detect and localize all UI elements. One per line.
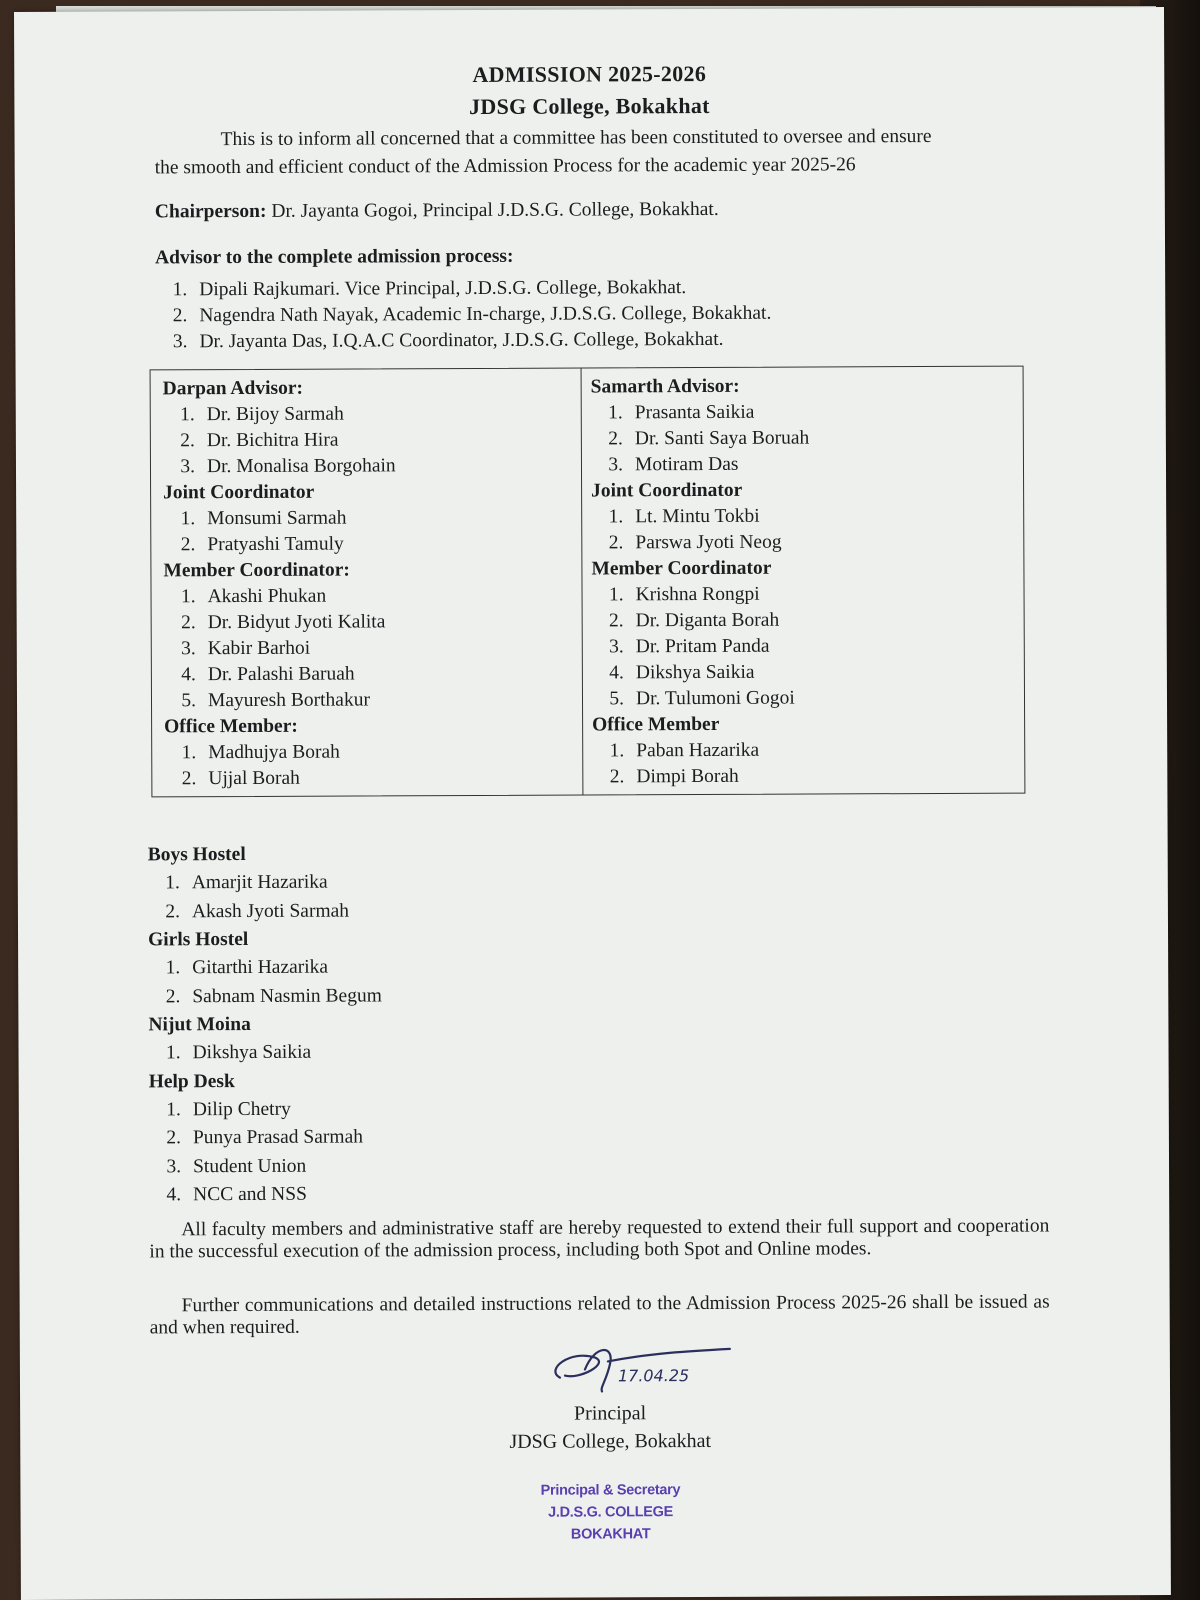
- signature-scribble: [540, 1339, 740, 1400]
- list-item: 1. Krishna Rongpi: [608, 583, 760, 606]
- list-item: 1. Monsumi Sarmah: [180, 507, 347, 530]
- list-item: 1. Gitarthi Hazarika: [165, 956, 329, 979]
- darpan-advisor-heading: Darpan Advisor:: [162, 377, 304, 400]
- lower-sections: [148, 840, 383, 1210]
- table-divider: [581, 369, 584, 795]
- list-item: 3. Dr. Jayanta Das, I.Q.A.C Coordinator, J.D.S.G. College, Bokakhat.: [172, 328, 724, 353]
- list-item: 2. Dr. Bichitra Hira: [180, 429, 339, 452]
- office-member-heading-right: Office Member: [592, 713, 720, 736]
- joint-coordinator-list-right: [591, 504, 810, 557]
- list-item: 1. Dikshya Saikia: [165, 1041, 312, 1064]
- list-item: 1. Amarjit Hazarika: [165, 871, 328, 894]
- member-coordinator-list-left: [163, 583, 396, 714]
- list-item: 3. Dr. Pritam Panda: [609, 635, 770, 658]
- committee-table: [150, 366, 1026, 798]
- signatory-block: [490, 1399, 730, 1456]
- office-member-list-left: [164, 739, 397, 792]
- college-name-heading: JDSG College, Bokakhat: [469, 92, 710, 120]
- joint-coordinator-heading-right: Joint Coordinator: [591, 479, 743, 502]
- stamp-line-3: BOKAKHAT: [570, 1526, 651, 1543]
- signature-date: 17.04.25: [617, 1366, 690, 1386]
- joint-coordinator-list-left: [163, 505, 396, 558]
- list-item: 5. Dr. Tulumoni Gogoi: [609, 687, 795, 710]
- list-item: 3. Motiram Das: [608, 453, 739, 476]
- help-desk-list: [149, 1095, 383, 1210]
- list-item: 3. Kabir Barhoi: [181, 637, 311, 660]
- table-left-column: [163, 375, 397, 792]
- list-item: 1. Akashi Phukan: [180, 585, 327, 608]
- joint-coordinator-heading-left: Joint Coordinator: [163, 481, 315, 504]
- list-item: 1. Madhujya Borah: [181, 741, 340, 764]
- list-item: 3. Dr. Monalisa Borgohain: [180, 455, 396, 478]
- list-item: 3. Student Union: [166, 1155, 307, 1177]
- chairperson-value: Dr. Jayanta Gogoi, Principal J.D.S.G. College, Bokakhat.: [271, 198, 719, 222]
- list-item: 4. Dr. Palashi Baruah: [181, 663, 355, 686]
- stamp-line-1: Principal & Secretary: [540, 1482, 681, 1499]
- list-item: 2. Dimpi Borah: [609, 765, 739, 788]
- girls-hostel-list: [148, 953, 382, 1011]
- list-item: 2. Dr. Bidyut Jyoti Kalita: [180, 611, 386, 634]
- document-page: [14, 7, 1171, 1600]
- list-item: 2. Nagendra Nath Nayak, Academic In-charge, J.D.S.G. College, Bokakhat.: [172, 302, 772, 327]
- list-item: 1. Dipali Rajkumari. Vice Principal, J.D.S.G. College, Bokakhat.: [172, 277, 687, 301]
- list-item: 2. Dr. Diganta Borah: [608, 609, 780, 632]
- closing-paragraph-2: Further communications and detailed instructions related to the Admission Process 2025-26 shall be issued as and when required.: [149, 1291, 1050, 1339]
- document-title: ADMISSION 2025-2026: [472, 60, 707, 88]
- boys-hostel-list: [148, 868, 382, 926]
- list-item: 2. Sabnam Nasmin Begum: [165, 984, 382, 1007]
- list-item: 5. Mayuresh Borthakur: [181, 689, 370, 712]
- samarth-advisor-list: [591, 400, 810, 479]
- signature: [540, 1339, 740, 1405]
- list-item: 2. Pratyashi Tamuly: [180, 533, 344, 556]
- intro-line-1: This is to inform all concerned that a committee has been constituted to oversee and ensure: [220, 125, 932, 151]
- list-item: 2. Dr. Santi Saya Boruah: [608, 427, 810, 450]
- list-item: 1. Dr. Bijoy Sarmah: [180, 403, 344, 426]
- chairperson-label: Chairperson:: [154, 200, 267, 223]
- samarth-advisor-heading: Samarth Advisor:: [590, 375, 740, 398]
- list-item: 2. Parswa Jyoti Neog: [608, 531, 782, 554]
- chairperson-line: [155, 199, 719, 223]
- list-item: 2. Akash Jyoti Sarmah: [165, 900, 350, 922]
- list-item: 4. NCC and NSS: [166, 1183, 307, 1206]
- member-coordinator-heading-left: Member Coordinator:: [163, 559, 350, 582]
- signatory-designation: Principal: [573, 1402, 647, 1425]
- list-item: 2. Punya Prasad Sarmah: [166, 1126, 364, 1149]
- official-stamp: [500, 1479, 720, 1546]
- list-item: 1. Lt. Mintu Tokbi: [608, 505, 760, 528]
- help-desk-heading: Help Desk: [148, 1070, 235, 1092]
- signatory-institution: JDSG College, Bokakhat: [509, 1429, 712, 1453]
- intro-line-2: the smooth and efficient conduct of the Admission Process for the academic year 2025-26: [154, 154, 856, 179]
- member-coordinator-list-right: [591, 582, 810, 713]
- advisor-list: [155, 275, 771, 356]
- office-member-heading-left: Office Member:: [164, 715, 298, 738]
- nijut-moina-heading: Nijut Moina: [148, 1013, 251, 1036]
- member-coordinator-heading-right: Member Coordinator: [591, 557, 772, 580]
- list-item: 2. Ujjal Borah: [181, 767, 300, 790]
- table-right-column: [591, 374, 811, 791]
- nijut-moina-list: [148, 1038, 382, 1068]
- advisor-heading: Advisor to the complete admission process:: [155, 245, 514, 269]
- girls-hostel-heading: Girls Hostel: [148, 928, 249, 951]
- list-item: 1. Dilip Chetry: [166, 1098, 291, 1120]
- list-item: 1. Prasanta Saikia: [608, 401, 755, 424]
- stamp-line-2: J.D.S.G. COLLEGE: [548, 1504, 674, 1521]
- darpan-advisor-list: [163, 401, 396, 480]
- list-item: 1. Paban Hazarika: [609, 739, 760, 762]
- boys-hostel-heading: Boys Hostel: [147, 843, 246, 866]
- office-member-list-right: [592, 738, 811, 791]
- closing-paragraph-1: All faculty members and administrative staff are hereby requested to extend their full support and cooperation in the successful execution of the admission process, including both Spot and Online modes.: [149, 1215, 1050, 1263]
- list-item: 4. Dikshya Saikia: [609, 661, 755, 684]
